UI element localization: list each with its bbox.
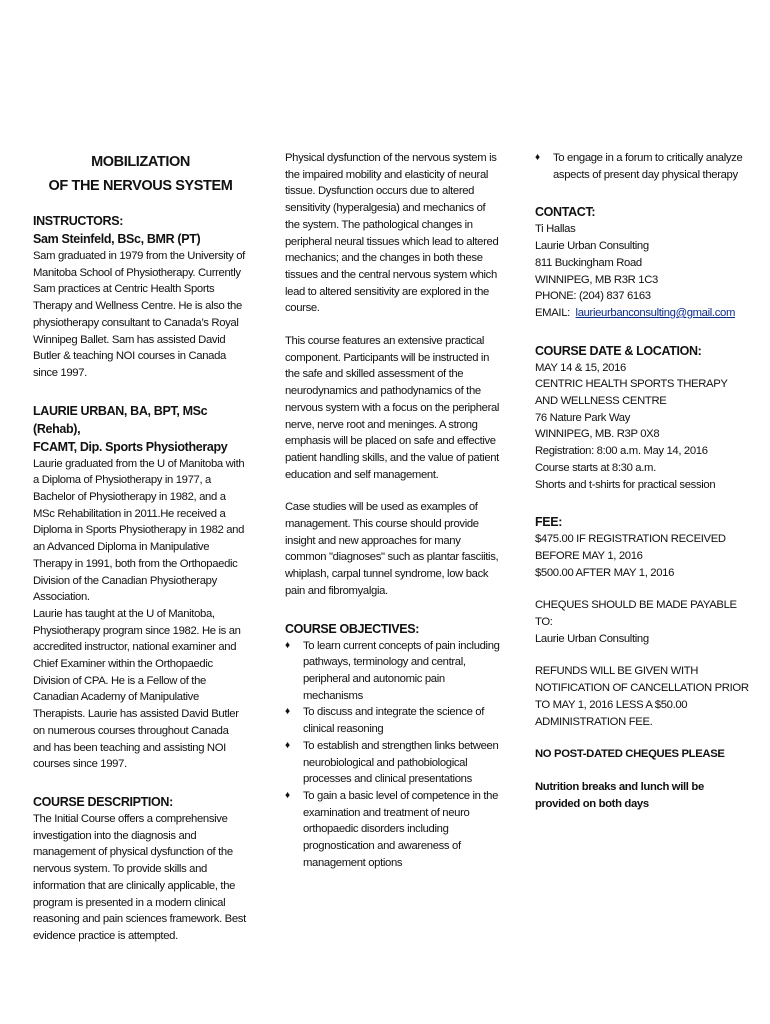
- course-description-p4: Case studies will be used as examples of management. This course should provide insight and new approaches for many common "diagnoses" such as plantar fasciitis, whiplash, carpal tunnel syndrome, low back pain and fibromyalgia.: [285, 501, 499, 597]
- objectives-list: [285, 638, 500, 872]
- objectives-heading: COURSE OBJECTIVES:: [285, 621, 420, 636]
- payee-name: Laurie Urban Consulting: [535, 632, 649, 645]
- course-description-p2: Physical dysfunction of the nervous system is the impaired mobility and elasticity of neural tissue. Dysfunction occurs due to altered sensitivity (hyperalgesia) and mechanics of the system. The pathological changes in peripheral neural tissues which lead to altered mechanics; and the changes in both these tissues and the central nervous system which lead to altered sensitivity are explored in the course.: [285, 152, 499, 315]
- objective-item: ♦ To establish and strengthen links between neurobiological and pathobiological processes and clinical presentations: [285, 739, 499, 786]
- instructors-heading: INSTRUCTORS:: [33, 214, 124, 228]
- instructor-laurie-name-line2: FCAMT, Dip. Sports Physiotherapy: [33, 439, 228, 454]
- contact-city: WINNIPEG, MB R3R 1C3: [535, 273, 658, 286]
- instructor-laurie-name-line1: LAURIE URBAN, BA, BPT, MSc (Rehab),: [33, 403, 208, 436]
- registration-time: Registration: 8:00 a.m. May 14, 2016: [535, 445, 708, 458]
- diamond-bullet-icon: ♦: [285, 789, 290, 801]
- instructor-sam-name: Sam Steinfeld, BSc, BMR (PT): [33, 232, 201, 246]
- column-right: [535, 150, 750, 812]
- objective-item: ♦ To discuss and integrate the science of clinical reasoning: [285, 706, 485, 736]
- instructor-laurie-bio: Laurie graduated from the U of Manitoba with a Diploma of Physiotherapy in 1977, a Bachelor of Physiotherapy in 1982, and a MSc Rehabilitation in 2011.He received a Diploma in Sports Physiotherapy in 1982 and an Advanced Diploma in Manipulative Therapy in 1991, both from the Orthopaedic Division of the Canadian Physiotherapy Association.: [33, 457, 245, 604]
- diamond-bullet-icon: ♦: [285, 639, 290, 651]
- email-link[interactable]: laurieurbanconsulting@gmail.com: [575, 306, 736, 319]
- venue-street: 76 Nature Park Way: [535, 411, 630, 424]
- course-description-heading: COURSE DESCRIPTION:: [33, 794, 173, 809]
- fee-late: $500.00 AFTER MAY 1, 2016: [535, 566, 675, 579]
- column-middle: [285, 150, 500, 871]
- course-dates: MAY 14 & 15, 2016: [535, 361, 626, 374]
- objectives-list-continued: [535, 150, 750, 183]
- attire-note: Shorts and t-shirts for practical session: [535, 478, 716, 491]
- course-description-p1: The Initial Course offers a comprehensive investigation into the diagnosis and management of physical dysfunction of the nervous system. To provide skills and information that are clinically applicable, the program is presented in a modern clinical reasoning and pain sciences framework. Best evidence practice is attempted.: [33, 812, 246, 942]
- venue-city: WINNIPEG, MB. R3P 0X8: [535, 428, 660, 441]
- cheques-payable: CHEQUES SHOULD BE MADE PAYABLE TO:: [535, 599, 737, 629]
- objective-item: ♦ To learn current concepts of pain including pathways, terminology and central, peripheral and autonomic pain mechanisms: [285, 639, 500, 702]
- title-line-2: OF THE NERVOUS SYSTEM: [48, 178, 233, 194]
- fee-heading: FEE:: [535, 515, 563, 530]
- refund-policy: REFUNDS WILL BE GIVEN WITH NOTIFICATION OF CANCELLATION PRIOR TO MAY 1, 2016 LESS A $50.00 ADMINISTRATION FEE.: [535, 665, 749, 728]
- course-description-p3: This course features an extensive practical component. Participants will be instructed in the safe and skilled assessment of the neurodynamics and pathodynamics of the nervous system with a focus on the peripheral nerve, nerve root and meninges. A strong emphasis will be placed on safe and effective patient handling skills, and the value of patient education and self management.: [285, 335, 500, 481]
- title-line-1: MOBILIZATION: [91, 154, 190, 170]
- contact-name: Ti Hallas: [535, 223, 576, 236]
- column-left: [33, 150, 248, 945]
- contact-email-line: [535, 305, 750, 322]
- diamond-bullet-icon: ♦: [285, 706, 290, 718]
- contact-heading: CONTACT:: [535, 205, 596, 220]
- diamond-bullet-icon: ♦: [535, 152, 540, 163]
- fee-early: $475.00 IF REGISTRATION RECEIVED BEFORE MAY 1, 2016: [535, 533, 726, 562]
- objective-item: ♦ To gain a basic level of competence in the examination and treatment of neuro orthopaedic disorders including prognostication and awareness of management options: [285, 789, 499, 869]
- contact-phone: PHONE: (204) 837 6163: [535, 290, 651, 303]
- instructor-laurie-bio-2: Laurie has taught at the U of Manitoba, Physiotherapy program since 1982. He is an accredited instructor, national examiner and Chief Examiner within the Orthopaedic Division of CPA. He is a Fellow of the Canadian Academy of Manipulative Therapists. Laurie has assisted David Butler on numerous courses throughout Canada and has been teaching and assisting NOI courses since 1997.: [33, 607, 241, 771]
- no-postdated-note: NO POST-DATED CHEQUES PLEASE: [535, 748, 725, 761]
- document-title: [33, 150, 248, 198]
- course-start-time: Course starts at 8:30 a.m.: [535, 461, 656, 474]
- objective-item: ♦ To engage in a forum to critically analyze aspects of present day physical therapy: [535, 152, 743, 181]
- nutrition-note: Nutrition breaks and lunch will be provided on both days: [535, 780, 704, 810]
- diamond-bullet-icon: ♦: [285, 739, 290, 751]
- venue-name: CENTRIC HEALTH SPORTS THERAPY AND WELLNESS CENTRE: [535, 378, 728, 408]
- contact-org: Laurie Urban Consulting: [535, 240, 649, 253]
- contact-street: 811 Buckingham Road: [535, 256, 642, 269]
- instructor-sam-bio: Sam graduated in 1979 from the University of Manitoba School of Physiotherapy. Currently Sam practices at Centric Health Sports Therapy and Wellness Centre. He is also the physiotherapy consultant to Canada’s Royal Winnipeg Ballet. Sam has assisted David Butler & teaching NOI courses in Canada since 1997.: [33, 250, 245, 379]
- date-location-heading: COURSE DATE & LOCATION:: [535, 343, 702, 358]
- email-label: EMAIL:: [535, 306, 570, 319]
